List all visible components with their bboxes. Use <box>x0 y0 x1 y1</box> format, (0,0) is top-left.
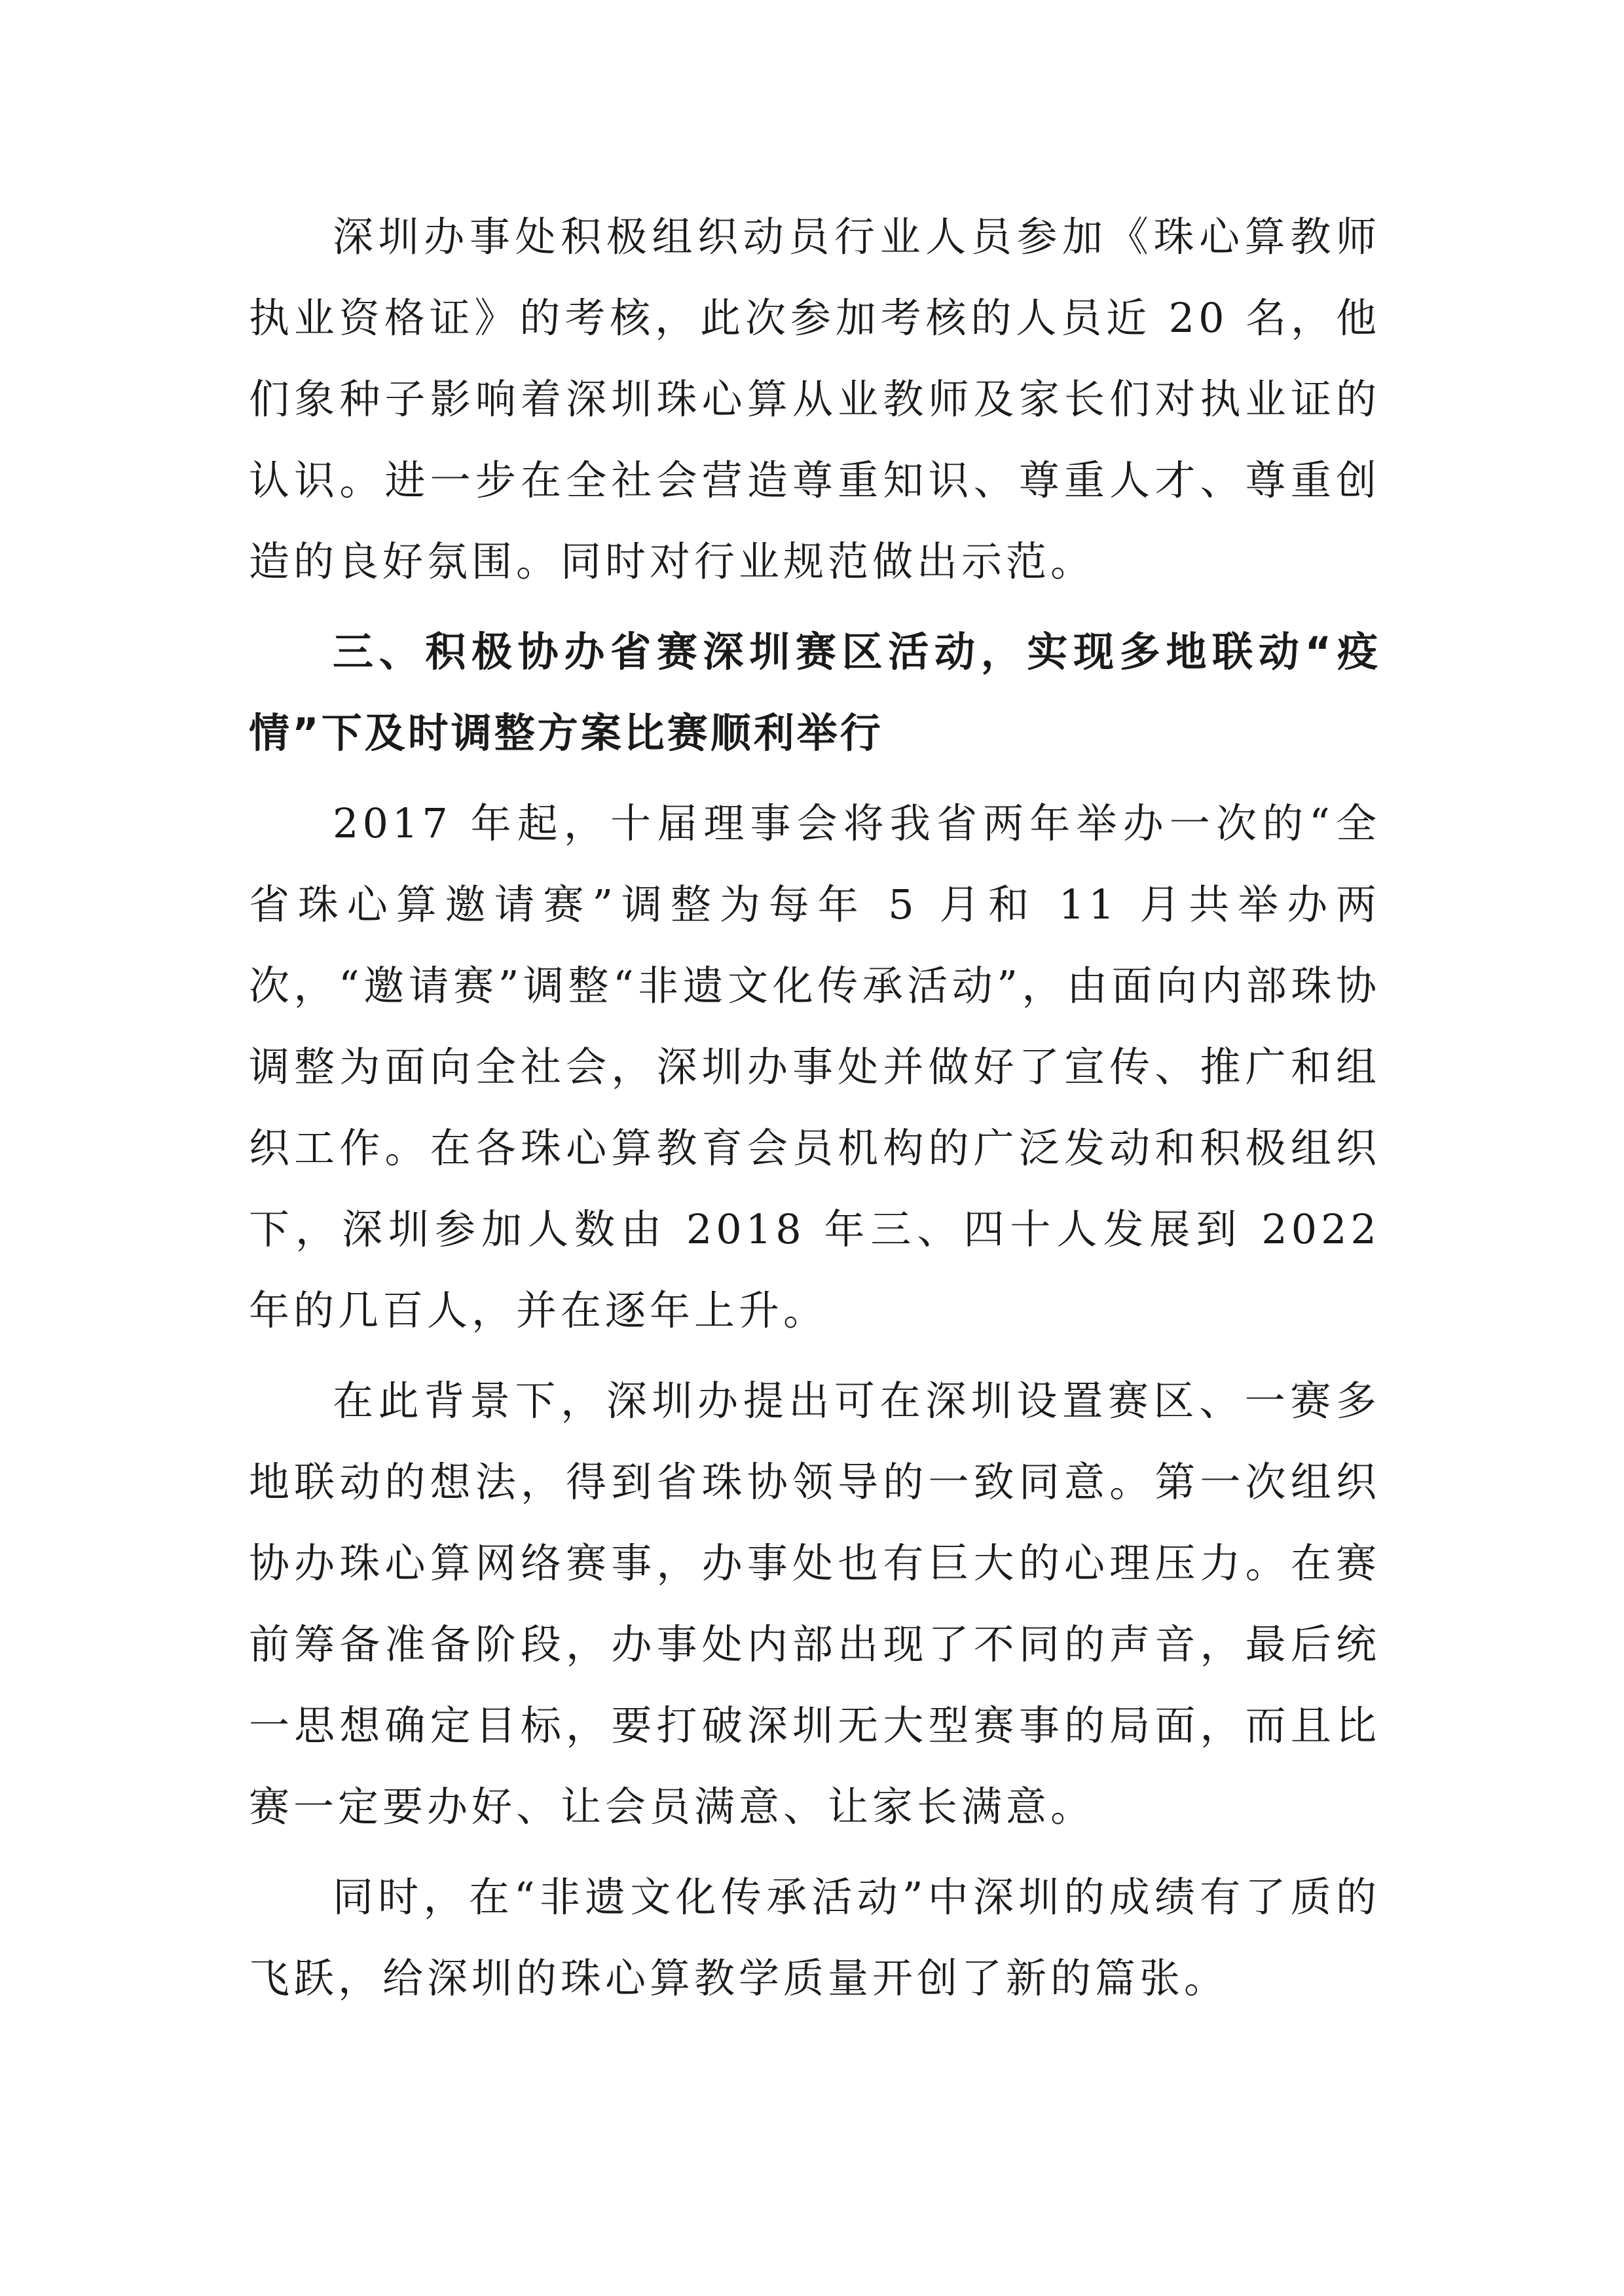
document-page <box>249 196 1380 2019</box>
paragraph-achievement: 同时，在“非遗文化传承活动”中深圳的成绩有了质的飞跃，给深圳的珠心算教学质量开创了新的篇张。 <box>249 1873 1380 2002</box>
paragraph-certification: 深圳办事处积极组织动员行业人员参加《珠心算教师执业资格证》的考核，此次参加考核的人员近 20 名，他们象种子影响着深圳珠心算从业教师及家长们对执业证的认识。进一步在全社会营造尊重知识、尊重人才、尊重创造的良好氛围。同时对行业规范做出示范。 <box>249 213 1380 585</box>
paragraph-competition-history: 2017 年起，十届理事会将我省两年举办一次的“全省珠心算邀请赛”调整为每年 5 月和 11 月共举办两次，“邀请赛”调整“非遗文化传承活动”，由面向内部珠协调整为面向全社会，深圳办事处并做好了宣传、推广和组织工作。在各珠心算教育会员机构的广泛发动和积极组织下，深圳参加人数由 2018 年三、四十人发展到 2022 年的几百人，并在逐年上升。 <box>249 799 1380 1334</box>
paragraph-background: 在此背景下，深圳办提出可在深圳设置赛区、一赛多地联动的想法，得到省珠协领导的一致同意。第一次组织协办珠心算网络赛事，办事处也有巨大的心理压力。在赛前筹备准备阶段，办事处内部出现了不同的声音，最后统一思想确定目标，要打破深圳无大型赛事的局面，而且比赛一定要办好、让会员满意、让家长满意。 <box>249 1377 1380 1831</box>
section-heading-3: 三、积极协办省赛深圳赛区活动，实现多地联动“疫情”下及时调整方案比赛顺利举行 <box>249 628 1380 757</box>
